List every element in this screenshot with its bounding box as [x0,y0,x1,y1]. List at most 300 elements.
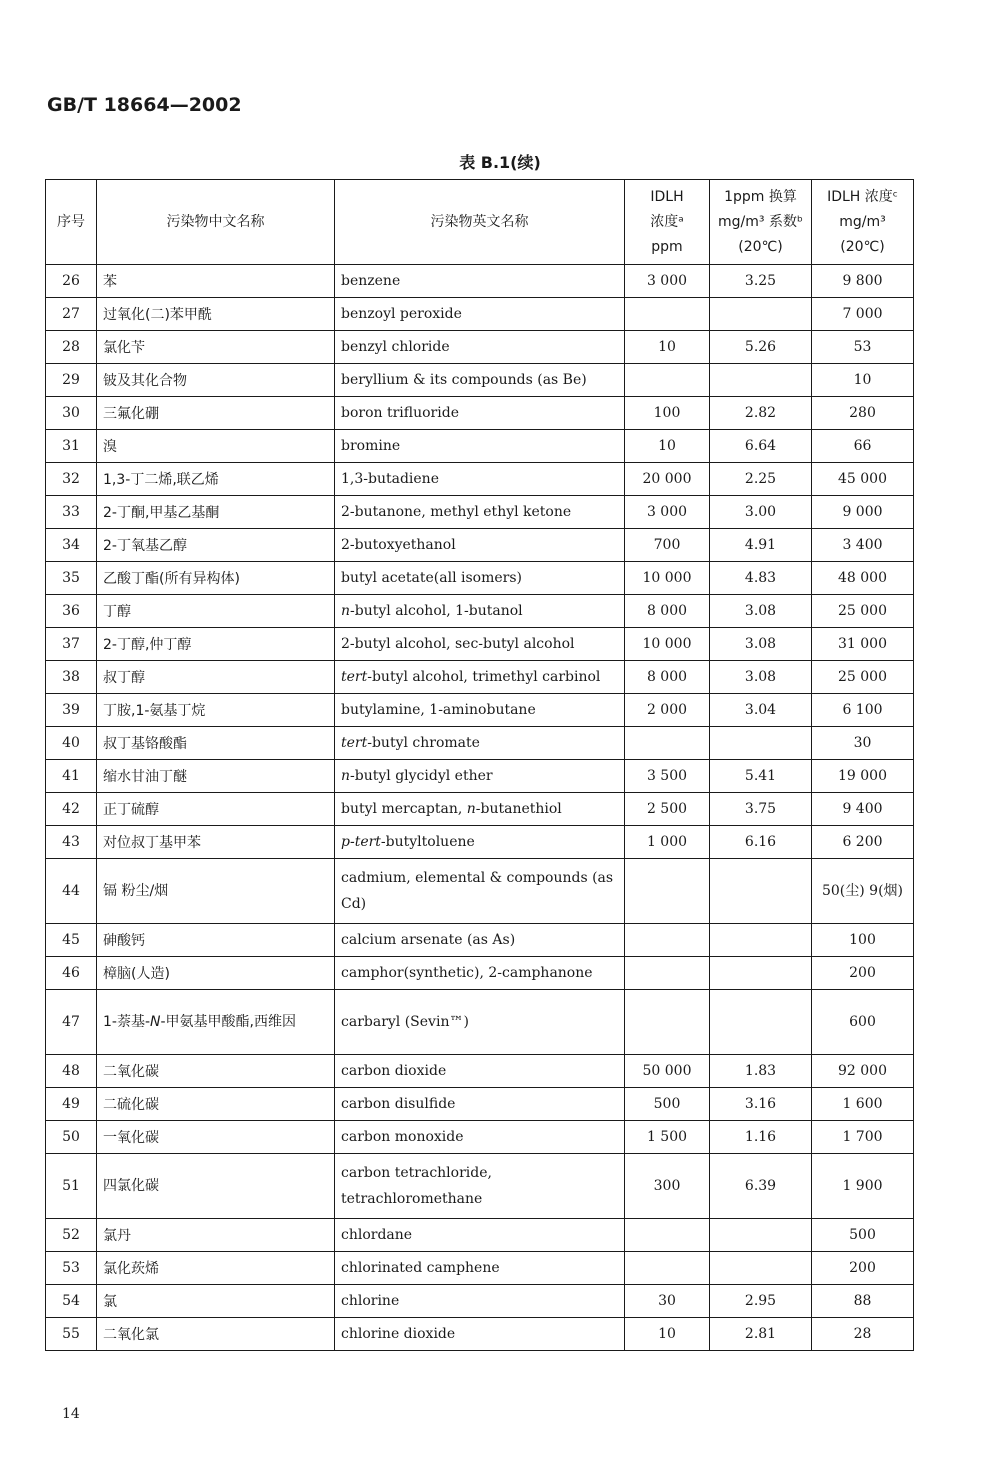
col-header-conversion-factor-line3: (20℃) [738,238,783,255]
conversion-factor-value: 3.16 [710,1088,812,1121]
chinese-name-text: 二硫化碳 [103,1097,159,1113]
chinese-name-text: 正丁硫醇 [103,802,159,818]
idlh-ppm-value: 10 000 [625,562,710,595]
idlh-mgm3-value: 28 [812,1318,914,1351]
idlh-ppm-value: 50 000 [625,1055,710,1088]
table-row [46,496,914,529]
col-header-idlh-mgm3-line1: IDLH 浓度ᶜ [827,188,898,205]
english-name [335,1088,625,1121]
chinese-name [97,331,335,364]
row-number: 52 [46,1219,97,1252]
chinese-name-text: 樟脑(人造) [103,966,170,982]
idlh-mgm3-value: 3 400 [812,529,914,562]
conversion-factor-value: 3.75 [710,793,812,826]
row-number: 50 [46,1121,97,1154]
chinese-name [97,1055,335,1088]
standard-code: GB/T 18664—2002 [47,94,242,116]
conversion-factor-value: 3.08 [710,628,812,661]
idlh-ppm-value [625,1252,710,1285]
table-row [46,859,914,924]
english-name-text: -butyl chromate [367,735,480,751]
row-number: 46 [46,957,97,990]
idlh-ppm-value [625,364,710,397]
idlh-ppm-value: 3 000 [625,265,710,298]
chinese-name [97,562,335,595]
chinese-name [97,826,335,859]
english-name [335,826,625,859]
idlh-ppm-value [625,924,710,957]
idlh-ppm-value: 700 [625,529,710,562]
english-name-text: -butyl alcohol, trimethyl carbinol [367,669,601,685]
english-name [335,1219,625,1252]
idlh-mgm3-value: 10 [812,364,914,397]
conversion-factor-value [710,364,812,397]
conversion-factor-value: 4.83 [710,562,812,595]
idlh-ppm-value: 2 000 [625,694,710,727]
table-row [46,1055,914,1088]
chinese-name-text: 叔丁醇 [103,670,145,686]
english-name [335,562,625,595]
chinese-name [97,957,335,990]
row-number: 47 [46,990,97,1055]
english-name-text: boron trifluoride [341,405,459,421]
chinese-name [97,529,335,562]
table-row [46,397,914,430]
table-title: 表 B.1(续) [459,153,541,172]
idlh-mgm3-value: 92 000 [812,1055,914,1088]
english-name-text: chlorine [341,1293,400,1309]
row-number: 29 [46,364,97,397]
english-name-text: carbon dioxide [341,1063,447,1079]
table-row [46,1285,914,1318]
chinese-name-text: 2-丁醇,仲丁醇 [103,637,192,653]
table-row [46,595,914,628]
conversion-factor-value: 6.64 [710,430,812,463]
col-header-idlh-ppm-line1: IDLH [650,188,684,205]
row-number: 31 [46,430,97,463]
english-name-text: butyl mercaptan, [341,801,467,817]
conversion-factor-value [710,298,812,331]
chinese-name [97,463,335,496]
row-number: 32 [46,463,97,496]
chinese-name [97,727,335,760]
col-header-idlh-mgm3-line3: (20℃) [840,238,885,255]
table-row [46,1219,914,1252]
table-row [46,990,914,1055]
idlh-ppm-value: 2 500 [625,793,710,826]
english-name-italic: tert [341,735,368,751]
idlh-mgm3-value: 200 [812,957,914,990]
table-row [46,463,914,496]
table-row [46,957,914,990]
chinese-name [97,298,335,331]
chinese-name [97,397,335,430]
idlh-ppm-value: 3 000 [625,496,710,529]
conversion-factor-value: 1.16 [710,1121,812,1154]
idlh-mgm3-value: 1 900 [812,1154,914,1219]
chinese-name-text: 2-丁氧基乙醇 [103,538,187,554]
idlh-mgm3-value: 9 400 [812,793,914,826]
idlh-mgm3-value: 1 600 [812,1088,914,1121]
table-row [46,364,914,397]
idlh-mgm3-value: 25 000 [812,661,914,694]
english-name [335,1318,625,1351]
row-number: 51 [46,1154,97,1219]
english-name [335,397,625,430]
row-number: 53 [46,1252,97,1285]
conversion-factor-value: 5.41 [710,760,812,793]
idlh-ppm-value [625,727,710,760]
table-header-row [46,180,914,265]
idlh-ppm-value: 10 000 [625,628,710,661]
english-name [335,924,625,957]
conversion-factor-value [710,1219,812,1252]
english-name [335,1252,625,1285]
table-row [46,661,914,694]
col-header-conversion-factor [710,180,812,265]
english-name [335,760,625,793]
english-name-text: chlordane [341,1227,413,1243]
idlh-ppm-value: 10 [625,1318,710,1351]
chinese-name [97,1252,335,1285]
chinese-name [97,265,335,298]
english-name [335,661,625,694]
chinese-name-text: 四氯化碳 [103,1178,159,1194]
idlh-ppm-value: 10 [625,331,710,364]
chinese-name-tail: -甲氨基甲酸酯,西维因 [160,1014,297,1030]
chinese-name-text: 溴 [103,439,117,455]
table-row [46,1318,914,1351]
english-name [335,859,625,924]
conversion-factor-value: 3.04 [710,694,812,727]
idlh-ppm-value [625,859,710,924]
table-row [46,529,914,562]
chinese-name [97,628,335,661]
idlh-ppm-value [625,957,710,990]
row-number: 28 [46,331,97,364]
idlh-ppm-value: 10 [625,430,710,463]
chinese-name [97,1285,335,1318]
idlh-mgm3-value: 7 000 [812,298,914,331]
row-number: 45 [46,924,97,957]
conversion-factor-value: 2.81 [710,1318,812,1351]
english-name [335,298,625,331]
chinese-name-text: 三氟化硼 [103,406,159,422]
chinese-name [97,694,335,727]
table-row [46,793,914,826]
idlh-mgm3-value: 50(尘) 9(烟) [812,859,914,924]
english-name [335,1154,625,1219]
chinese-name-text: 一氧化碳 [103,1130,159,1146]
english-name-italic: n [341,768,351,784]
idlh-mgm3-value: 19 000 [812,760,914,793]
chinese-name [97,364,335,397]
chinese-name-text: 氯化苄 [103,340,145,356]
chinese-name-text: 2-丁酮,甲基乙基酮 [103,505,220,521]
chinese-name-text: 叔丁基铬酸酯 [103,736,187,752]
idlh-mgm3-value: 280 [812,397,914,430]
idlh-ppm-value: 1 000 [625,826,710,859]
chinese-name-text: 二氧化氯 [103,1327,159,1343]
conversion-factor-value: 2.82 [710,397,812,430]
col-header-no: 序号 [46,180,97,265]
english-name-text: bromine [341,438,401,454]
conversion-factor-value [710,1252,812,1285]
chinese-name [97,1088,335,1121]
page-number: 14 [62,1406,80,1422]
chinese-name [97,859,335,924]
table-row [46,430,914,463]
idlh-mgm3-value: 500 [812,1219,914,1252]
idlh-mgm3-value: 6 200 [812,826,914,859]
chinese-name-text: 镉 粉尘/烟 [103,883,169,899]
col-header-conversion-factor-line2: mg/m³ 系数ᵇ [718,213,803,230]
row-number: 34 [46,529,97,562]
table-row [46,628,914,661]
table-row [46,1154,914,1219]
english-name [335,430,625,463]
table-row [46,760,914,793]
table-row [46,1088,914,1121]
conversion-factor-value: 6.39 [710,1154,812,1219]
chinese-name [97,1154,335,1219]
english-name [335,694,625,727]
col-header-idlh-mgm3 [812,180,914,265]
english-name-text: beryllium & its compounds (as Be) [341,372,587,388]
chinese-name [97,430,335,463]
idlh-mgm3-value: 9 000 [812,496,914,529]
conversion-factor-value: 3.08 [710,595,812,628]
row-number: 54 [46,1285,97,1318]
idlh-ppm-value [625,990,710,1055]
chinese-name-text: 氯化莰烯 [103,1261,159,1277]
row-number: 35 [46,562,97,595]
row-number: 38 [46,661,97,694]
chinese-name-text: 砷酸钙 [103,933,145,949]
english-name-text: calcium arsenate (as As) [341,932,516,948]
english-name-text: -butyltoluene [380,834,475,850]
chinese-name [97,661,335,694]
english-name-text: carbon tetrachloride, tetrachloromethane [341,1165,492,1207]
idlh-ppm-value: 8 000 [625,595,710,628]
table-row [46,265,914,298]
idlh-mgm3-value: 88 [812,1285,914,1318]
conversion-factor-value: 2.25 [710,463,812,496]
english-name-text: 2-butyl alcohol, sec-butyl alcohol [341,636,575,652]
chinese-name [97,924,335,957]
row-number: 49 [46,1088,97,1121]
chinese-name-italic: N [150,1014,161,1030]
conversion-factor-value [710,990,812,1055]
english-name [335,1055,625,1088]
idlh-mgm3-value: 48 000 [812,562,914,595]
english-name-text: carbon monoxide [341,1129,464,1145]
chinese-name [97,595,335,628]
english-name [335,793,625,826]
idlh-mgm3-value: 9 800 [812,265,914,298]
conversion-factor-value: 3.25 [710,265,812,298]
english-name [335,595,625,628]
idlh-mgm3-value: 53 [812,331,914,364]
conversion-factor-value: 4.91 [710,529,812,562]
english-name [335,496,625,529]
col-header-idlh-ppm-line3: ppm [651,238,683,255]
row-number: 36 [46,595,97,628]
chinese-name-text: 丁胺,1-氨基丁烷 [103,703,206,719]
chinese-name-text: 铍及其化合物 [103,373,187,389]
chinese-name-text: 过氧化(二)苯甲酰 [103,307,212,323]
row-number: 41 [46,760,97,793]
idlh-ppm-value: 500 [625,1088,710,1121]
conversion-factor-value: 1.83 [710,1055,812,1088]
idlh-mgm3-value: 600 [812,990,914,1055]
english-name-text: benzoyl peroxide [341,306,462,322]
english-name-text: cadmium, elemental & compounds (as Cd) [341,870,614,912]
idlh-ppm-value: 1 500 [625,1121,710,1154]
chinese-name [97,1121,335,1154]
col-header-conversion-factor-line1: 1ppm 换算 [724,188,797,205]
idlh-mgm3-value: 45 000 [812,463,914,496]
english-name-text: carbaryl (Sevin™) [341,1014,469,1030]
col-header-idlh-ppm-line2: 浓度ᵃ [650,213,684,230]
table-row [46,924,914,957]
row-number: 48 [46,1055,97,1088]
english-name-text: 1,3-butadiene [341,471,439,487]
english-name-text: carbon disulfide [341,1096,456,1112]
row-number: 43 [46,826,97,859]
table-row [46,727,914,760]
chinese-name [97,990,335,1055]
english-name [335,990,625,1055]
english-name-text: benzyl chloride [341,339,450,355]
chinese-name-text: 氯 [103,1294,117,1310]
english-name [335,1285,625,1318]
table-row [46,331,914,364]
english-name [335,628,625,661]
chinese-name-text: 二氧化碳 [103,1064,159,1080]
conversion-factor-value: 3.00 [710,496,812,529]
chinese-name-text: 丁醇 [103,604,131,620]
english-name-text: chlorine dioxide [341,1326,456,1342]
col-header-cn-name: 污染物中文名称 [97,180,335,265]
english-name-italic: tert [341,669,368,685]
idlh-ppm-value [625,1219,710,1252]
chinese-name [97,496,335,529]
chinese-name-text: 1,3-丁二烯,联乙烯 [103,472,219,488]
table-row [46,562,914,595]
english-name [335,529,625,562]
english-name [335,364,625,397]
row-number: 44 [46,859,97,924]
idlh-mgm3-value: 31 000 [812,628,914,661]
idlh-ppm-value: 3 500 [625,760,710,793]
chinese-name-text: 对位叔丁基甲苯 [103,835,201,851]
conversion-factor-value [710,727,812,760]
idlh-mgm3-value: 100 [812,924,914,957]
english-name-text: -butyl alcohol, 1-butanol [350,603,523,619]
english-name-text: butylamine, 1-aminobutane [341,702,536,718]
chinese-name-text: 苯 [103,274,117,290]
idlh-mgm3-value: 1 700 [812,1121,914,1154]
chinese-name-text: 缩水甘油丁醚 [103,769,187,785]
english-name-text: benzene [341,273,401,289]
english-name-text: butyl acetate(all isomers) [341,570,523,586]
english-name [335,463,625,496]
conversion-factor-value: 2.95 [710,1285,812,1318]
chinese-name-text: 乙酸丁酯(所有异构体) [103,571,240,587]
idlh-mgm3-value: 66 [812,430,914,463]
row-number: 55 [46,1318,97,1351]
idlh-mgm3-value: 6 100 [812,694,914,727]
table-row [46,1252,914,1285]
chinese-name [97,1318,335,1351]
english-name-text: camphor(synthetic), 2-camphanone [341,965,593,981]
english-name-text: -butyl glycidyl ether [350,768,493,784]
english-name-italic: n [341,603,351,619]
row-number: 27 [46,298,97,331]
col-header-en-name: 污染物英文名称 [335,180,625,265]
table-row [46,694,914,727]
table-row [46,826,914,859]
idlh-ppm-value: 100 [625,397,710,430]
chinese-name [97,1219,335,1252]
idlh-ppm-value: 30 [625,1285,710,1318]
conversion-factor-value [710,859,812,924]
chinese-name [97,793,335,826]
english-name-tail: -butanethiol [475,801,562,817]
idlh-mgm3-value: 30 [812,727,914,760]
english-name [335,1121,625,1154]
table-row [46,1121,914,1154]
idlh-mgm3-value: 25 000 [812,595,914,628]
english-name-text: chlorinated camphene [341,1260,500,1276]
conversion-factor-value [710,924,812,957]
conversion-factor-value [710,957,812,990]
english-name [335,727,625,760]
row-number: 42 [46,793,97,826]
idlh-mgm3-value: 200 [812,1252,914,1285]
idlh-ppm-value: 8 000 [625,661,710,694]
row-number: 40 [46,727,97,760]
conversion-factor-value: 6.16 [710,826,812,859]
row-number: 37 [46,628,97,661]
idlh-ppm-value: 20 000 [625,463,710,496]
english-name-italic: n [466,801,476,817]
chinese-name-text: 氯丹 [103,1228,131,1244]
row-number: 30 [46,397,97,430]
col-header-idlh-mgm3-line2: mg/m³ [839,213,886,230]
row-number: 26 [46,265,97,298]
row-number: 39 [46,694,97,727]
table-row [46,298,914,331]
chinese-name [97,760,335,793]
chinese-name-text: 1-萘基- [103,1014,151,1030]
english-name [335,957,625,990]
english-name [335,331,625,364]
english-name-text: 2-butoxyethanol [341,537,456,553]
row-number: 33 [46,496,97,529]
conversion-factor-value: 5.26 [710,331,812,364]
idlh-ppm-value: 300 [625,1154,710,1219]
col-header-idlh-ppm [625,180,710,265]
english-name-italic: p-tert [341,834,381,850]
table-body [46,265,914,1351]
idlh-table [45,179,914,1351]
conversion-factor-value: 3.08 [710,661,812,694]
english-name [335,265,625,298]
english-name-text: 2-butanone, methyl ethyl ketone [341,504,572,520]
idlh-ppm-value [625,298,710,331]
